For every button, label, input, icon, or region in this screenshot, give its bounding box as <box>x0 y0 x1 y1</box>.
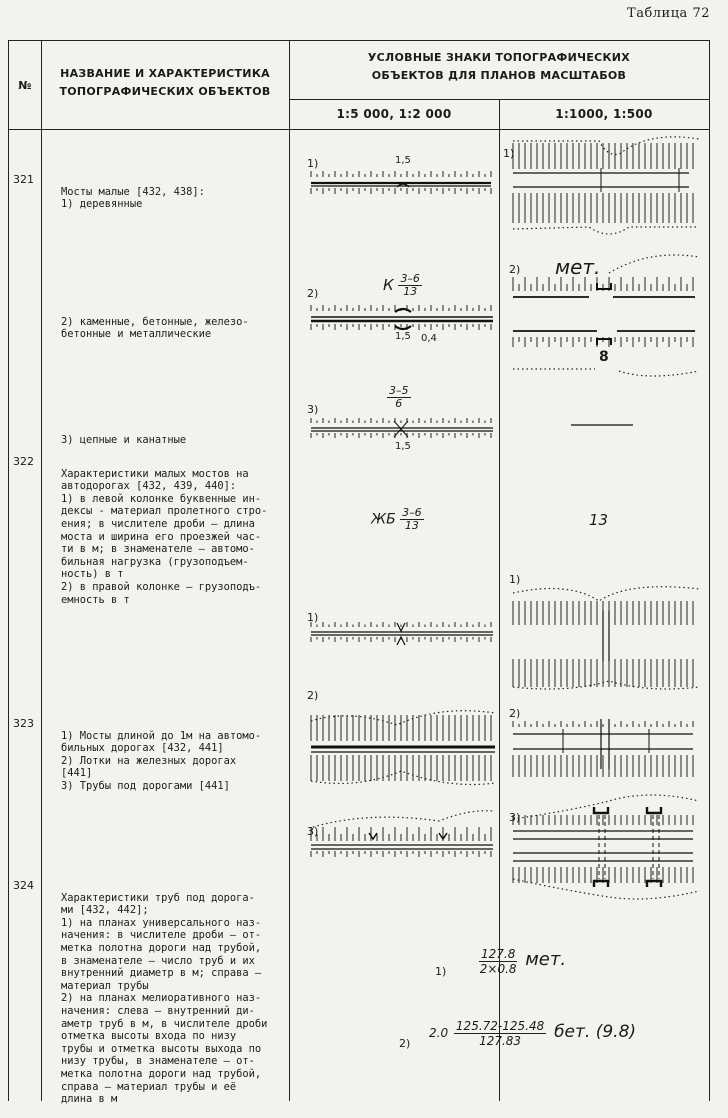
capacity-label: 8 <box>599 349 609 365</box>
row-description: Мосты малые [432, 438]: 1) деревянные <box>61 185 205 211</box>
slope-outline <box>513 227 699 234</box>
material-fraction: К $\frac{3-6}{13}$ <box>383 272 420 298</box>
row-description: Характеристики труб под дорога- ми [432, 442]; 1) на планах универсального наз- начения: в числителе дроби — от- метка полотна дороги над трубой, в знаменателе — число труб и их внутренний диаметр в м; справа — материал трубы 2) на планах мелиоративного наз- начения: слева — внутренний ди- аметр труб в м, в числителе дроби отметка высоты входа по низу трубы и отметка высоты выхода по низу трубы, в знаменателе — от- метка полотна дороги над трубой, справа — материал трубы и её длина в м <box>61 891 268 1106</box>
row-description: 3) цепные и канатные <box>61 433 187 446</box>
dimension-label: 0,4 <box>421 333 437 344</box>
material-label: мет. <box>555 255 601 279</box>
sign-drawings <box>9 41 709 1101</box>
dimension-label: 1,5 <box>395 331 411 342</box>
material-fraction: ЖБ $\frac{3-6}{13}$ <box>371 506 422 532</box>
capacity-label: 13 <box>589 511 609 529</box>
variant-label: 1) <box>435 965 447 978</box>
slope-outline <box>513 681 699 689</box>
pipe-mark <box>369 833 447 839</box>
header-scale-1: 1:5 000, 1:2 000 <box>336 107 452 121</box>
slope-outline <box>513 587 699 601</box>
row-number: 323 <box>13 717 34 730</box>
variant-label: 1) <box>307 157 319 170</box>
dimension-label: 1,5 <box>395 441 411 452</box>
variant-label: 3) <box>509 811 521 824</box>
variant-label: 2) <box>307 689 319 702</box>
header-scale-2: 1:1000, 1:500 <box>555 107 653 121</box>
dimension-label: 1,5 <box>395 155 411 166</box>
variant-label: 1) <box>503 147 515 160</box>
header-name: НАЗВАНИЕ И ХАРАКТЕРИСТИКА ТОПОГРАФИЧЕСКИХ ОБЪЕКТОВ <box>59 67 271 98</box>
row-description: Характеристики малых мостов на автодорогах [432, 439, 440]: 1) в левой колонке буквенные ин- дексы - материал пролетного стро- ения; в числителе дроби — длина моста и ширина его проезжей час- ти в м; в знаменателе — автомо- бильная нагрузка (грузоподъем- ность) в т 2) в правой колонке — грузоподъ- емность в т <box>61 467 268 606</box>
header-num: № <box>18 79 32 92</box>
variant-label: 2) <box>509 263 521 276</box>
variant-label: 2) <box>399 1037 411 1050</box>
pipe-fraction-1: $\frac{127.8}{2\times 0.8}$ мет. <box>479 947 567 976</box>
row-number: 324 <box>13 879 34 892</box>
slope-outline <box>609 255 699 273</box>
slope-outline <box>513 795 699 819</box>
row-description: 2) каменные, бетонные, железо- бетонные и металлические <box>61 315 249 341</box>
variant-label: 2) <box>307 287 319 300</box>
slope-outline <box>513 369 699 376</box>
pipe-fraction-2: 2.0 $\frac{125.72-125.48}{127.83}$ бет. (9.8) <box>429 1019 637 1048</box>
tray-mark <box>601 719 609 769</box>
row-number: 321 <box>13 173 34 186</box>
variant-label: 2) <box>509 707 521 720</box>
variant-label: 1) <box>509 573 521 586</box>
pipe-line <box>599 815 659 879</box>
variant-label: 3) <box>307 403 319 416</box>
header-signs: УСЛОВНЫЕ ЗНАКИ ТОПОГРАФИЧЕСКИХ ОБЪЕКТОВ ДЛЯ ПЛАНОВ МАСШТАБОВ <box>367 51 631 82</box>
table <box>8 40 710 1106</box>
variant-label: 1) <box>307 611 319 624</box>
table-caption: Таблица 72 <box>627 6 710 21</box>
row-number: 322 <box>13 455 34 468</box>
bridge-bracket <box>597 283 611 345</box>
variant-label: 3) <box>307 825 319 838</box>
slope-outline <box>513 137 699 155</box>
row-description: 1) Мосты длиной до 1м на автомо- бильных дорогах [432, 441] 2) Лотки на железных дорогах [441] 3) Трубы под дорогами [441] <box>61 729 262 792</box>
slope-outline <box>313 811 493 827</box>
chain-fraction: $\frac{3-5}{6}$ <box>389 384 409 410</box>
bridge-bracket <box>395 309 411 329</box>
